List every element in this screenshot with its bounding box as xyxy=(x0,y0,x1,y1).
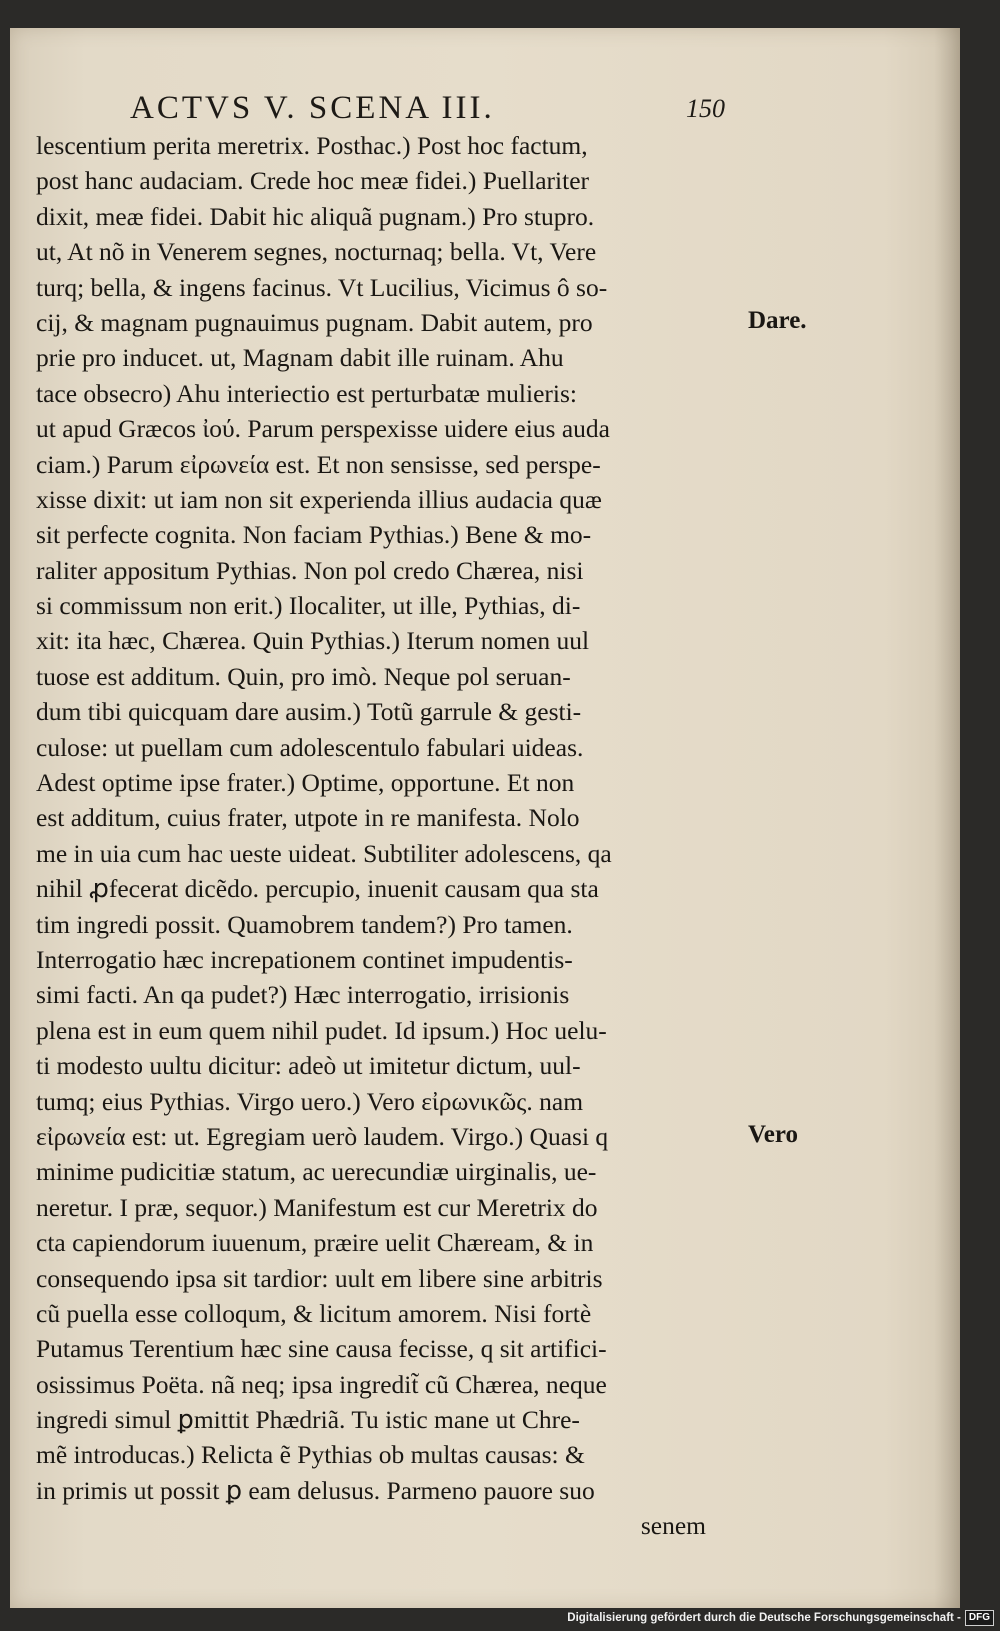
text-line: me in uia cum hac ueste uideat. Subtiliter adolescens, qa xyxy=(36,838,612,868)
text-line: ingredi simul ꝑmittit Phædriã. Tu istic mane ut Chre- xyxy=(36,1405,580,1435)
text-line: tace obsecro) Ahu interiectio est perturbatæ mulieris: xyxy=(36,378,577,408)
text-line: ciam.) Parum εἰρωνεία est. Et non sensisse, sed perspe- xyxy=(36,449,601,479)
text-line: dixit, meæ fidei. Dabit hic aliquã pugnam.) Pro stupro. xyxy=(36,201,595,231)
margin-note: Vero xyxy=(748,1121,798,1149)
book-page xyxy=(10,28,960,1608)
text-line: neretur. I præ, sequor.) Manifestum est cur Meretrix do xyxy=(36,1192,598,1222)
text-line: est additum, cuius frater, utpote in re manifesta. Nolo xyxy=(36,803,580,833)
text-line: post hanc audaciam. Crede hoc meæ fidei.) Puellariter xyxy=(36,166,590,196)
text-line: ti modesto uultu dicitur: adeò ut imitetur dictum, uul- xyxy=(36,1051,581,1081)
text-line: εἰρωνεία est: ut. Egregiam uerò laudem. Virgo.) Quasi q xyxy=(36,1121,609,1151)
text-line: tuose est additum. Quin, pro imò. Neque pol seruan- xyxy=(36,661,571,691)
text-line: lescentium perita meretrix. Posthac.) Post hoc factum, xyxy=(36,131,588,160)
text-line: xisse dixit: ut iam non sit experienda illius audacia quæ xyxy=(36,484,602,514)
funding-credit: Digitalisierung gefördert durch die Deutsche Forschungsgemeinschaft - xyxy=(567,1612,961,1624)
text-line: Putamus Terentium hæc sine causa fecisse, q sit artifici- xyxy=(36,1334,607,1364)
text-line: consequendo ipsa sit tardior: uult em libere sine arbitris xyxy=(36,1263,603,1293)
footer-bar xyxy=(567,1609,994,1627)
text-line: minime pudicitiæ statum, ac uerecundiæ uirginalis, ue- xyxy=(36,1157,597,1187)
text-line: cta capiendorum iuuenum, præire uelit Chæream, & in xyxy=(36,1228,594,1258)
text-line: dum tibi quicquam dare ausim.) Totũ garrule & gesti- xyxy=(36,697,582,727)
text-line: cij, & magnam pugnauimus pugnam. Dabit autem, pro xyxy=(36,307,593,337)
text-line: nihil ꝓfecerat dicẽdo. percupio, inuenit causam qua sta xyxy=(36,874,599,904)
text-line: culose: ut puellam cum adolescentulo fabulari uideas. xyxy=(36,732,584,762)
text-line: tumq; eius Pythias. Virgo uero.) Vero εἰρωνικῶς. nam xyxy=(36,1086,584,1116)
running-title: ACTVS V. SCENA III. xyxy=(130,90,495,126)
text-line: tim ingredi possit. Quamobrem tandem?) Pro tamen. xyxy=(36,909,573,939)
margin-note: Dare. xyxy=(748,307,807,334)
text-line: Adest optime ipse frater.) Optime, opportune. Et non xyxy=(36,768,575,798)
text-line: in primis ut possit ꝑ eam delusus. Parmeno pauore suo xyxy=(36,1475,595,1505)
text-line: ut, At nõ in Venerem segnes, nocturnaq; bella. Vt, Vere xyxy=(36,237,597,267)
commentary-text xyxy=(36,128,736,1544)
text-line: raliter appositum Pythias. Non pol credo Chærea, nisi xyxy=(36,555,584,585)
text-line: prie pro inducet. ut, Magnam dabit ille ruinam. Ahu xyxy=(36,343,564,373)
text-line: osissimus Poëta. nã neq; ipsa ingredit̃ cũ Chærea, neque xyxy=(36,1369,607,1399)
dfg-logo: DFG xyxy=(965,1610,994,1626)
text-line: plena est in eum quem nihil pudet. Id ipsum.) Hoc uelu- xyxy=(36,1015,607,1045)
text-line: senem xyxy=(640,1511,706,1541)
page-header xyxy=(120,90,725,130)
text-line: xit: ita hæc, Chærea. Quin Pythias.) Iterum nomen uul xyxy=(36,626,590,656)
text-line: simi facti. An qa pudet?) Hæc interrogatio, irrisionis xyxy=(36,980,570,1010)
text-line: si commissum non erit.) Ilocaliter, ut ille, Pythias, di- xyxy=(36,591,581,621)
text-line: Interrogatio hæc increpationem continet impudentis- xyxy=(36,944,573,974)
text-line: ut apud Græcos ἰού. Parum perspexisse uidere eius auda xyxy=(36,414,610,444)
text-line: sit perfecte cognita. Non faciam Pythias.) Bene & mo- xyxy=(36,520,592,550)
text-line: turq; bella, & ingens facinus. Vt Lucilius, Vicimus ô so- xyxy=(36,272,608,302)
text-line: cũ puella esse colloqum, & licitum amorem. Nisi fortè xyxy=(36,1298,592,1328)
text-line: mẽ introducas.) Relicta ẽ Pythias ob multas causas: & xyxy=(36,1440,585,1470)
page-number: 150 xyxy=(686,94,725,123)
